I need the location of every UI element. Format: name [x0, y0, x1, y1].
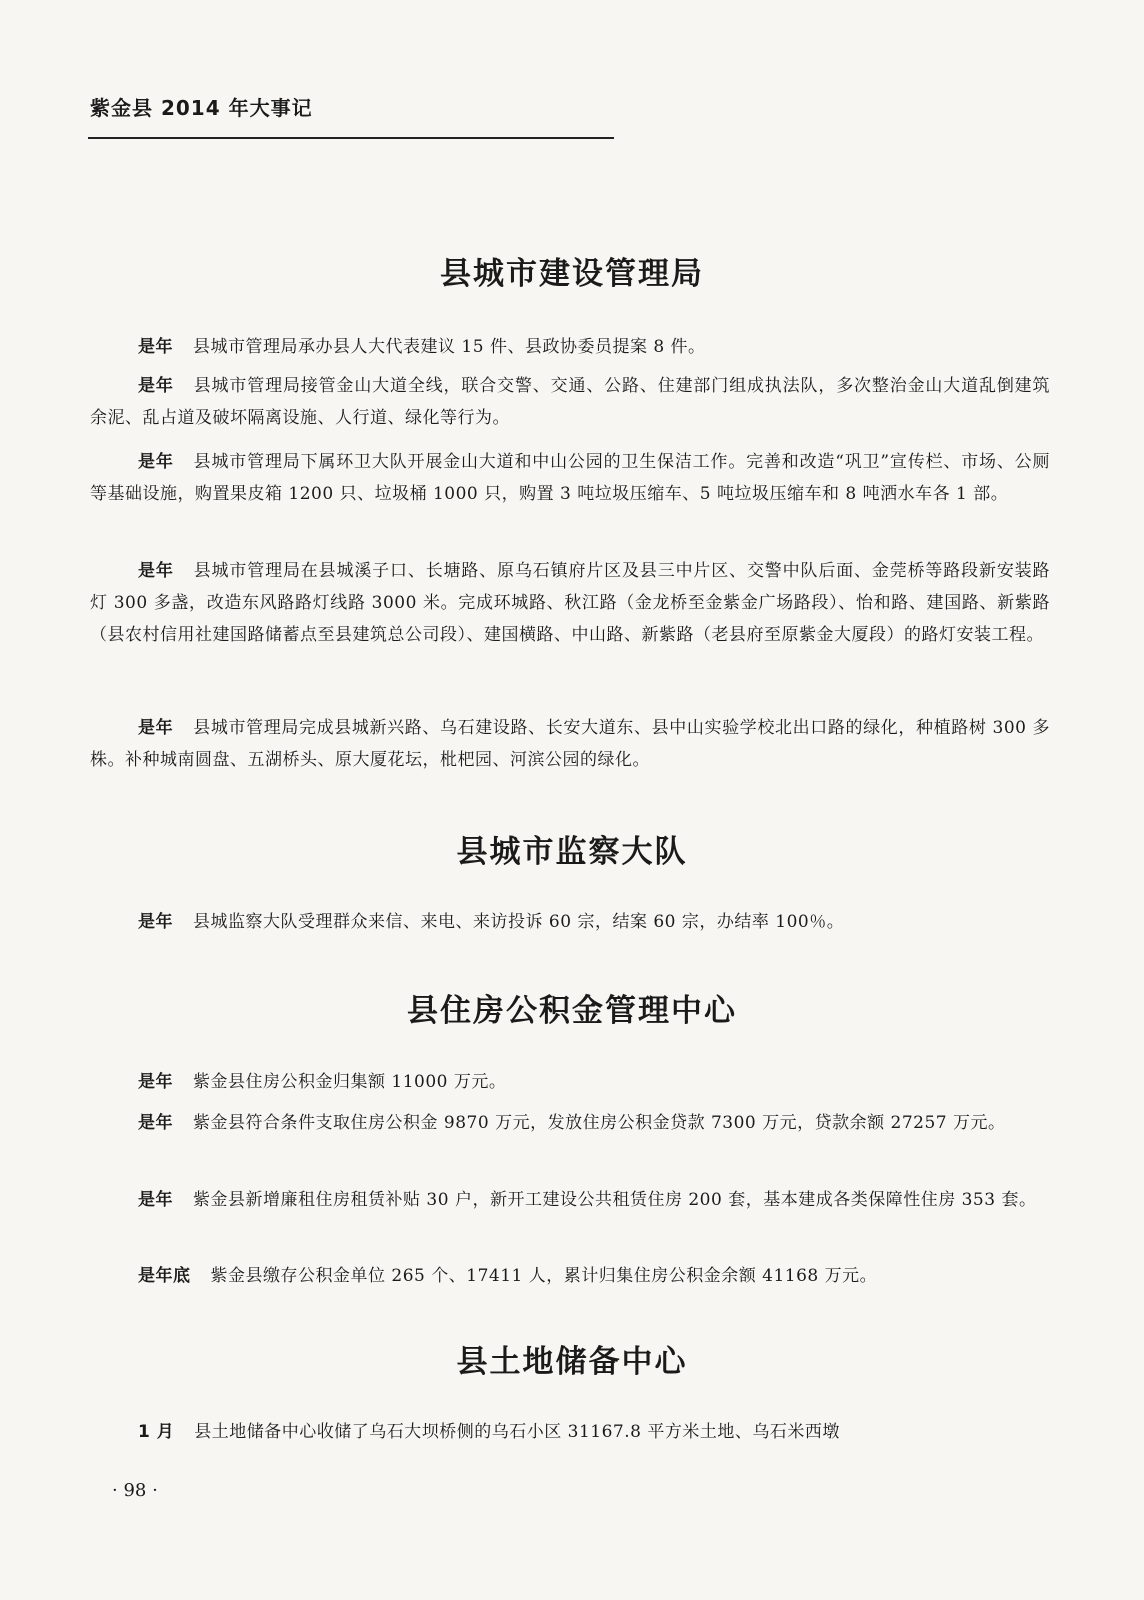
entry-lead: 是年: [138, 912, 173, 932]
entry-lead: 是年: [138, 1190, 173, 1210]
entry-paragraph: [90, 1416, 1050, 1448]
section-title-housing-fund: 县住房公积金管理中心: [407, 993, 737, 1029]
entry-text: 县城市管理局下属环卫大队开展金山大道和中山公园的卫生保洁工作。完善和改造“巩卫”宣传栏、市场、公厕等基础设施，购置果皮箱 1200 只、垃圾桶 1000 只，购置 3 吨垃圾压缩车、5 吨垃圾压缩车和 8 吨洒水车各 1 部。: [90, 452, 1051, 504]
header-rule: [88, 137, 614, 139]
entry-paragraph: [90, 1260, 1050, 1292]
entry-paragraph: [90, 1107, 1050, 1139]
entry-lead: 是年: [138, 561, 174, 581]
entry-paragraph: [90, 446, 1050, 510]
entry-text: 紫金县缴存公积金单位 265 个、17411 人，累计归集住房公积金余额 41168 万元。: [210, 1266, 878, 1286]
entry-text: 紫金县新增廉租住房租赁补贴 30 户，新开工建设公共租赁住房 200 套，基本建成各类保障性住房 353 套。: [193, 1190, 1037, 1210]
entry-text: 紫金县符合条件支取住房公积金 9870 万元，发放住房公积金贷款 7300 万元，贷款余额 27257 万元。: [193, 1113, 1006, 1133]
entry-text: 紫金县住房公积金归集额 11000 万元。: [193, 1072, 507, 1092]
entry-text: 县城市管理局完成县城新兴路、乌石建设路、长安大道东、县中山实验学校北出口路的绿化，种植路树 300 多株。补种城南圆盘、五湖桥头、原大厦花坛，枇杷园、河滨公园的绿化。: [90, 718, 1050, 770]
entry-lead: 是年: [138, 452, 174, 472]
running-header: 紫金县 2014 年大事记: [90, 96, 313, 120]
entry-lead: 1 月: [138, 1422, 175, 1442]
entry-paragraph: [90, 331, 1050, 363]
section-title-urban-inspection: 县城市监察大队: [456, 834, 688, 870]
entry-paragraph: [90, 1066, 1050, 1098]
entry-lead: 是年: [138, 718, 174, 738]
entry-lead: 是年: [138, 376, 174, 396]
entry-paragraph: [90, 555, 1050, 651]
page-number: · 98 ·: [112, 1480, 158, 1501]
entry-text: 县城市管理局承办县人大代表建议 15 件、县政协委员提案 8 件。: [193, 337, 706, 357]
entry-lead: 是年: [138, 1113, 173, 1133]
entry-lead: 是年: [138, 337, 173, 357]
section-title-land-reserve: 县土地储备中心: [456, 1344, 688, 1380]
entry-paragraph: [90, 1184, 1050, 1216]
entry-text: 县土地储备中心收储了乌石大坝桥侧的乌石小区 31167.8 平方米土地、乌石米西墩: [194, 1422, 840, 1442]
section-title-urban-construction: 县城市建设管理局: [440, 256, 704, 292]
entry-paragraph: [90, 370, 1050, 434]
entry-text: 县城市管理局接管金山大道全线，联合交警、交通、公路、住建部门组成执法队，多次整治金山大道乱倒建筑余泥、乱占道及破坏隔离设施、人行道、绿化等行为。: [90, 376, 1051, 428]
entry-text: 县城市管理局在县城溪子口、长塘路、原乌石镇府片区及县三中片区、交警中队后面、金莞桥等路段新安装路灯 300 多盏，改造东风路路灯线路 3000 米。完成环城路、秋江路（金龙桥至金紫金广场路段）、怡和路、建国路、新紫路（县农村信用社建国路储蓄点至县建筑总公司段）、建国横路、中山路、新紫路（老县府至原紫金大厦段）的路灯安装工程。: [90, 561, 1051, 645]
entry-lead: 是年: [138, 1072, 173, 1092]
entry-paragraph: [90, 712, 1050, 776]
entry-lead: 是年底: [138, 1266, 191, 1286]
entry-paragraph: [90, 906, 1050, 938]
entry-text: 县城监察大队受理群众来信、来电、来访投诉 60 宗，结案 60 宗，办结率 100％。: [193, 912, 845, 932]
